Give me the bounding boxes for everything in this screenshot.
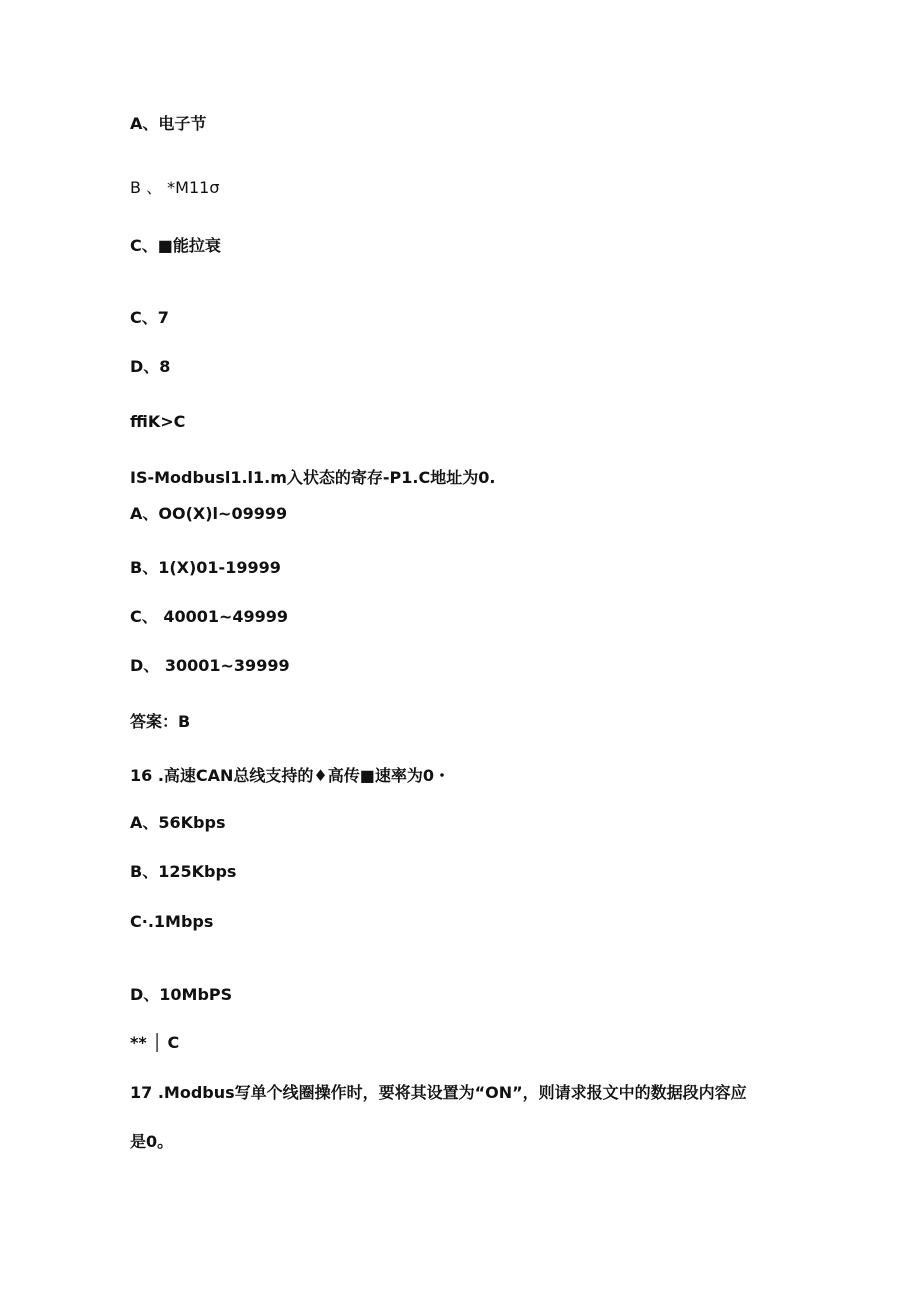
- option-a-line: A、56Kbps: [130, 813, 226, 832]
- question-17-text: 17 .Modbus写单个线圈操作时，要将其设置为“ON”，则请求报文中的数据段内容应: [130, 1083, 747, 1102]
- option-c-line: C、7: [130, 308, 169, 327]
- option-a-line: A、电子节: [130, 114, 207, 133]
- question-16-text: 16 .高速CAN总线支持的♦高传■速率为0・: [130, 766, 451, 785]
- option-c-line: C、 40001~49999: [130, 607, 289, 626]
- answer-line: 答案：B: [130, 712, 191, 731]
- option-b-line: B 、 *M11σ: [130, 178, 220, 197]
- option-d-line: D、 30001~39999: [130, 656, 290, 675]
- option-b-line: B、1(X)01-19999: [130, 558, 281, 577]
- option-d-line: D、8: [130, 357, 171, 376]
- option-c-line: C、■能拉衰: [130, 236, 221, 255]
- answer-line: ffiK>C: [130, 412, 186, 431]
- option-c-line: C·.1Mbps: [130, 912, 214, 931]
- option-a-line: A、OO(X)l~09999: [130, 504, 288, 523]
- option-b-line: B、125Kbps: [130, 862, 237, 881]
- question-15-text: IS-Modbusl1.l1.m入状态的寄存-P1.C地址为0.: [130, 468, 496, 487]
- question-17-continuation: 是0。: [130, 1132, 174, 1151]
- option-d-line: D、10MbPS: [130, 985, 233, 1004]
- answer-line: ** │ C: [130, 1033, 180, 1052]
